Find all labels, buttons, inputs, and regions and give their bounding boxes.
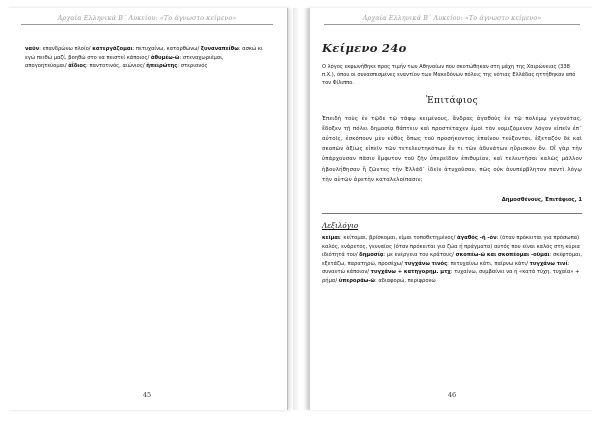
lex-def: κείτομαι, βρίσκομαι, είμαι τοποθετημένος [343, 235, 454, 242]
gloss-def: πετυχαίνω, κατορθώνω [135, 46, 198, 52]
gloss-term: κατεργάζομαι [92, 46, 133, 52]
lex-term: ἀγαθός -ή -όν [457, 235, 497, 242]
intro-paragraph: Ο λόγος εκφωνήθηκε προς τιμήν των Αθηναίων που σκοτώθηκαν στη μάχη της Χαιρώνειας (338 π.Χ.), όπου οι συνασπισμένες εναντίον των Μακεδόνων πόλεις της νότιας Ελλάδας ηττήθηκαν από τον Φίλιππο. [322, 64, 576, 87]
gloss-term: ναῦν [25, 46, 40, 52]
lex-term: τυγχάνω + κατηγορημ. μτχ [370, 269, 451, 276]
gloss-term: ἀΐδιος [68, 63, 87, 70]
right-page [309, 8, 594, 410]
running-header-right: Αρχαία Ελληνικά Β΄ Λυκείου: «Το άγνωστο κείμενο» [324, 14, 580, 25]
gloss-def: επανδρώνω πλοίο [42, 46, 89, 52]
book-spine [293, 8, 309, 410]
source-attribution: Δημοσθένους, Ἐπιτάφιος, 1 [501, 197, 582, 204]
lex-term: σκοπέω-ῶ και σκοπέομαι -οῦμαι [455, 252, 550, 259]
lex-term: κεῖμαι [322, 235, 340, 242]
page-number-right: 46 [447, 391, 457, 399]
page-number-left: 45 [142, 391, 152, 399]
running-header-left: Αρχαία Ελληνικά Β΄ Λυκείου: «Το άγνωστο κείμενο» [21, 14, 273, 25]
ancient-greek-passage: Ἐπειδὴ τοὺς ἐν τῷδε τῷ τάφῳ κειμένους, ἄνδρας ἀγαθοὺς ἐν τῷ πολέμῳ γεγονότας, ἔδοξεν τῇ πόλει δημοσίᾳ θάπτειν καὶ προστέταχεν ἐμοὶ τὸν νομιζόμενον λόγον εἰπεῖν ἐπ᾿ αὐτοῖς, ἐσκόπουν μὲν εὐθὺς ὅπως τοῦ προσήκοντος ἐπαίνου τεύξονται, ἐξεταζόν δὲ καὶ σκοπῶν ἀξίως εἰπεῖν τῶν τετελευτηκότων ἕν τι τῶν ἀδυνάτων ηὕρισκον ὄν. Οἳ γὰρ τὴν ὑπάρχουσαν πᾶσιν ἔμφυτον τοῦ ζῆν ὑπερεῖδον ἐπιθυμίαν, καὶ τελευτῆσαι καλῶς μᾶλλον ἠβουλήθησαν ἢ ζῶντες τὴν Ἑλλάδ᾿ ἰδεῖν ἀτυχοῦσαν, πῶς οὐκ ἀνυπέρβλητον παντὶ λόγῳ τὴν αὑτῶν ἀρετὴν καταλελοίπασιν; [322, 115, 582, 183]
lex-def: με ενέργεια του κράτους [386, 252, 453, 259]
gloss-def: στεριανός [180, 63, 208, 70]
lexicon-list: κεῖμαι: κείτομαι, βρίσκομαι, είμαι τοποθετημένος/ ἀγαθός -ή -όν: (όταν πρόκειται για πρόσωπα) καλός, ενάρετος, γενναίος (όταν πρόκειται για ζώα ή πράγματα) αυτός που είναι καλός στη κύρια ιδιότητά του/ δημοσίᾳ: με ενέργεια του κράτους/ σκοπέω-ῶ και σκοπέομαι -οῦμαι: σκέφτομαι, εξετάζω, παρατηρώ, προσέχω/ τυγχάνω τινός: πετυχαίνω κάτι, παίρνω κάτι/ τυγχάνω τινί: συναντώ κάποιον/ τυγχάνω + κατηγορημ. μτχ: τυχαίνω, συμβαίνει να ή «κατά τύχη, τυχαία» + ρήμα/ ὑπεροράω-ῶ: αδιαφορώ, περιφρονώ [322, 235, 582, 284]
speech-title: Ἐπιτάφιος [425, 95, 479, 106]
lex-term: ὑπεροράω-ῶ [338, 278, 375, 284]
left-page [7, 8, 288, 410]
lex-term: τυγχάνω τινός [404, 260, 448, 267]
lex-def: (όταν πρόκειται για πρόσωπα) καλός, ενάρετος, γενναίος (όταν πρόκειται για ζώα ή πράγματα) αυτός που είναι καλός στη κύρια ιδιότητά του [322, 235, 580, 259]
lex-def: πετυχαίνω κάτι, παίρνω κάτι [450, 260, 527, 267]
lex-def: αδιαφορώ, περιφρονώ [378, 278, 436, 284]
lex-def: σκέφτομαι, εξετάζω, παρατηρώ, προσέχω [322, 252, 582, 267]
gloss-def: στεναχωριέμαι, απογοητεύομαι [25, 54, 224, 70]
lex-def: τυχαίνω, συμβαίνει να ή «κατά τύχη, τυχαία» + ρήμα [322, 269, 580, 284]
lex-term: δημοσίᾳ [359, 252, 384, 259]
lexicon-heading: Λεξιλόγιο [322, 221, 359, 231]
section-divider [322, 213, 582, 214]
glossary-continued: ναῦν: επανδρώνω πλοίο/ κατεργάζομαι: πετυχαίνω, κατορθώνω/ ξυναναπείθω: ασκώ κι εγώ πειθώ μαζί, βοηθώ στο να πειστεί κάποιος/ ἀθυμέω-ῶ: στεναχωριέμαι, απογοητεύομαι/ ἀΐδιος: παντοτινός, αιώνιος/ ἡπειρώτης: στεριανός [25, 46, 263, 70]
right-page-content [322, 41, 582, 286]
lex-def: συναντώ κάποιον [322, 269, 368, 276]
gloss-def: παντοτινός, αιώνιος [89, 63, 143, 70]
lex-term: τυγχάνω τινί [529, 260, 568, 267]
gloss-term: ξυναναπείθω [200, 46, 239, 52]
gloss-def: ασκώ κι εγώ πειθώ μαζί, βοηθώ στο να πειστεί κάποιος [25, 46, 263, 61]
gloss-term: ἡπειρώτης [146, 63, 178, 70]
text-title: Κείμενο 24ο [322, 41, 407, 55]
gloss-term: ἀθυμέω-ῶ [150, 54, 180, 61]
